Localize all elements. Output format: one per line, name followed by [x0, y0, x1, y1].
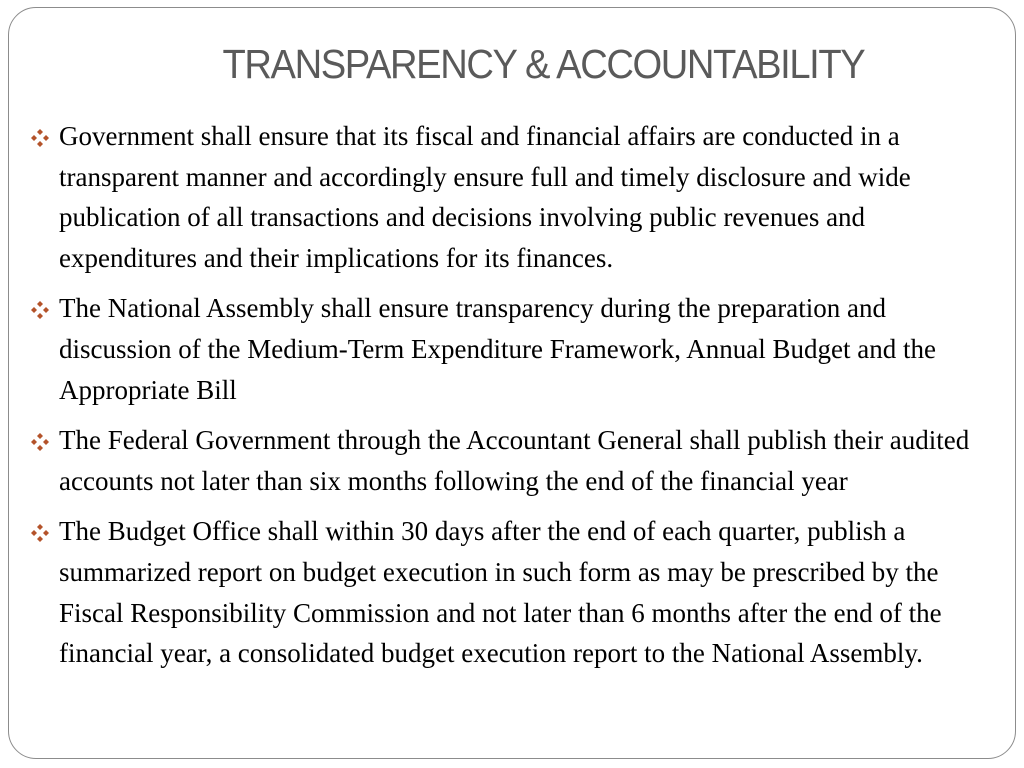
bullet-item — [28, 511, 1003, 673]
four-diamond-icon — [30, 432, 50, 452]
four-diamond-icon — [30, 128, 50, 148]
bullet-text: The National Assembly shall ensure transparency during the preparation and discussion of the Medium-Term Expenditure Framework, Annual Budget and the Appropriate Bill — [59, 293, 936, 405]
four-diamond-icon — [30, 300, 50, 320]
bullet-item — [28, 420, 1003, 501]
four-diamond-icon — [30, 523, 50, 543]
bullet-item — [28, 288, 1003, 410]
bullet-item — [28, 116, 1003, 278]
bullet-text: The Federal Government through the Accountant General shall publish their audited accounts not later than six months following the end of the financial year — [59, 425, 970, 496]
slide-title: TRANSPARENCY & ACCOUNTABILITY — [222, 41, 865, 87]
bullet-list — [28, 116, 1003, 684]
bullet-text: The Budget Office shall within 30 days after the end of each quarter, publish a summarized report on budget execution in such form as may be prescribed by the Fiscal Responsibility Commission and not later than 6 months after the end of the financial year, a consolidated budget execution report to the National Assembly. — [59, 516, 942, 669]
bullet-text: Government shall ensure that its fiscal and financial affairs are conducted in a transparent manner and accordingly ensure full and timely disclosure and wide publication of all transactions and decisions involving public revenues and expenditures and their implications for its finances. — [59, 121, 911, 273]
